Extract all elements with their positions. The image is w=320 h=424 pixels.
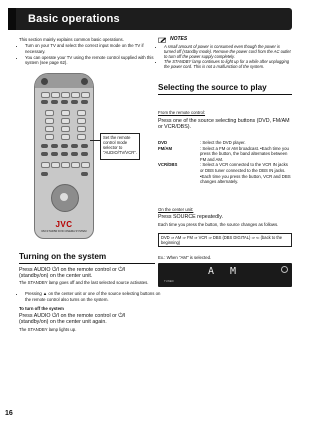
remote-button-icon xyxy=(81,162,90,168)
standby-lights-text: The STANDBY lamp lights up. xyxy=(19,327,77,332)
remote-button-icon xyxy=(81,100,88,104)
remote-button-icon xyxy=(51,100,58,104)
remote-brand-logo: JVC xyxy=(55,220,73,229)
remote-button-icon xyxy=(51,152,58,156)
source-sequence-box: DVD ⇒ AM ⇒ FM ⇒ VCR ⇒ DBS (DBS DIGITAL) ⇒ ⇐ (back to the beginning) xyxy=(158,233,292,247)
remote-button-icon xyxy=(81,152,88,156)
title-accent xyxy=(8,8,16,30)
remote-model-label: RM-STHD5R DVD CINEMA SYSTEM xyxy=(41,230,87,233)
note-item: • The STANDBY lamp continues to light up for a while after unplugging the power cord. This is not a malfunction of the system. xyxy=(164,59,292,69)
display-text: A M xyxy=(208,266,242,277)
remote-control-illustration xyxy=(34,73,94,239)
remote-button-icon xyxy=(51,162,60,168)
source-desc: : Select a FM or AM broadcast. •Each time you press the button, the band alternates between FM and AM. xyxy=(200,145,289,162)
source-list xyxy=(158,140,292,185)
source-key: DVD xyxy=(158,140,168,145)
source-row xyxy=(158,162,292,184)
remote-button-icon xyxy=(41,100,48,104)
remote-button-icon xyxy=(41,92,50,98)
turn-off-instruction: Press AUDIO ⏻/I on the remote control or ⏻/I (standby/on) on the center unit again. xyxy=(19,313,126,326)
remote-button-icon xyxy=(71,152,78,156)
remote-power-button-icon xyxy=(41,78,48,85)
note-item: • A small amount of power is consumed even though the power is turned off (standby mode). Remove the power cord from the AC outlet to turn off the power supply completely. xyxy=(164,44,292,59)
page-title: Basic operations xyxy=(28,13,120,25)
remote-button-icon xyxy=(77,118,86,124)
remote-button-icon xyxy=(41,152,48,156)
source-desc: : Select a VCR connected to the VCR IN jacks or DBS tuner connected to the DBS IN jacks. •Each time you press the button, VCR and DBS changes alternately. xyxy=(200,162,291,185)
notes-label: NOTES xyxy=(170,36,188,43)
notes-list xyxy=(158,44,292,69)
press-source-instruction: Press SOURCE repeatedly. xyxy=(158,214,223,220)
remote-button-icon xyxy=(61,126,70,132)
source-key: VCR/DBS xyxy=(158,162,178,168)
intro-item: • You can operate your TV using the remote control supplied with this system (see page 62). xyxy=(25,55,154,66)
remote-button-icon xyxy=(61,152,68,156)
remote-button-icon xyxy=(61,100,68,104)
remote-button-icon xyxy=(45,118,54,124)
example-caption: Ex.: When "AM" is selected. xyxy=(158,255,212,260)
turn-on-bullets xyxy=(19,291,161,302)
source-key: FM/AM xyxy=(158,145,173,151)
remote-button-icon xyxy=(81,144,88,148)
turn-on-instruction: Press AUDIO ⏻/I on the remote control or ⏻/I (standby/on) on the center unit. xyxy=(19,267,126,280)
callout-leader-line xyxy=(90,140,100,141)
note-pencil-icon xyxy=(158,37,167,43)
page-number: 16 xyxy=(5,410,13,417)
each-time-text: Each time you press the button, the source changes as follows. xyxy=(158,222,279,227)
remote-button-icon xyxy=(45,126,54,132)
intro-list xyxy=(19,43,154,65)
remote-button-icon xyxy=(45,134,54,140)
intro-block xyxy=(19,37,154,66)
remote-button-icon xyxy=(51,144,58,148)
display-indicator: TUNED xyxy=(164,279,174,283)
remote-button-icon xyxy=(61,134,70,140)
remote-mode-callout: Set the remote control mode selector to "AUDIO/TV/VCR". xyxy=(100,133,140,160)
notes-header xyxy=(158,37,292,43)
remote-button-icon xyxy=(61,92,70,98)
remote-button-icon xyxy=(41,144,48,148)
remote-button-icon xyxy=(77,126,86,132)
remote-button-icon xyxy=(45,110,54,116)
remote-dpad-icon xyxy=(51,184,79,212)
section-title-bar xyxy=(8,8,292,30)
standby-lamp-text: The STANDBY lamp goes off and the last selected source activates. xyxy=(19,280,149,285)
remote-button-icon xyxy=(41,172,48,176)
press-one-instruction: Press one of the source selecting buttons (DVD, FM/AM or VCR/DBS). xyxy=(158,118,290,131)
turn-on-bullet: • Pressing ▲ on the center unit or one of the source selecting buttons on the remote control also turns on the system. xyxy=(25,291,161,302)
source-row xyxy=(158,146,292,163)
remote-button-icon xyxy=(81,172,88,176)
remote-button-icon xyxy=(77,134,86,140)
select-source-heading: Selecting the source to play xyxy=(158,83,292,95)
turn-on-heading: Turning on the system xyxy=(19,252,155,264)
signal-indicator-icon xyxy=(281,266,288,273)
remote-button-icon xyxy=(61,110,70,116)
remote-button-icon xyxy=(71,92,80,98)
notes-block xyxy=(158,37,292,69)
remote-button-icon xyxy=(51,92,60,98)
front-display-illustration xyxy=(158,263,292,287)
intro-lead: This section mainly explains common basic operations. xyxy=(19,37,124,42)
from-remote-subheading: From the remote control: xyxy=(158,110,206,115)
remote-button-icon xyxy=(81,92,90,98)
remote-button-icon xyxy=(77,110,86,116)
remote-dpad-center-icon xyxy=(60,193,68,201)
remote-power-button-icon xyxy=(81,78,88,85)
source-desc: : Select the DVD player. xyxy=(200,140,246,145)
remote-button-icon xyxy=(71,100,78,104)
turn-off-subheading: To turn off the system xyxy=(19,306,64,311)
center-unit-subheading: On the center unit: xyxy=(158,207,194,212)
remote-button-icon xyxy=(61,118,70,124)
remote-button-icon xyxy=(71,144,78,148)
remote-button-icon xyxy=(61,144,68,148)
remote-button-icon xyxy=(41,162,50,168)
remote-button-icon xyxy=(61,162,70,168)
remote-button-icon xyxy=(71,162,80,168)
intro-item: • Turn on your TV and select the correct input mode on the TV if necessary. xyxy=(25,43,154,54)
